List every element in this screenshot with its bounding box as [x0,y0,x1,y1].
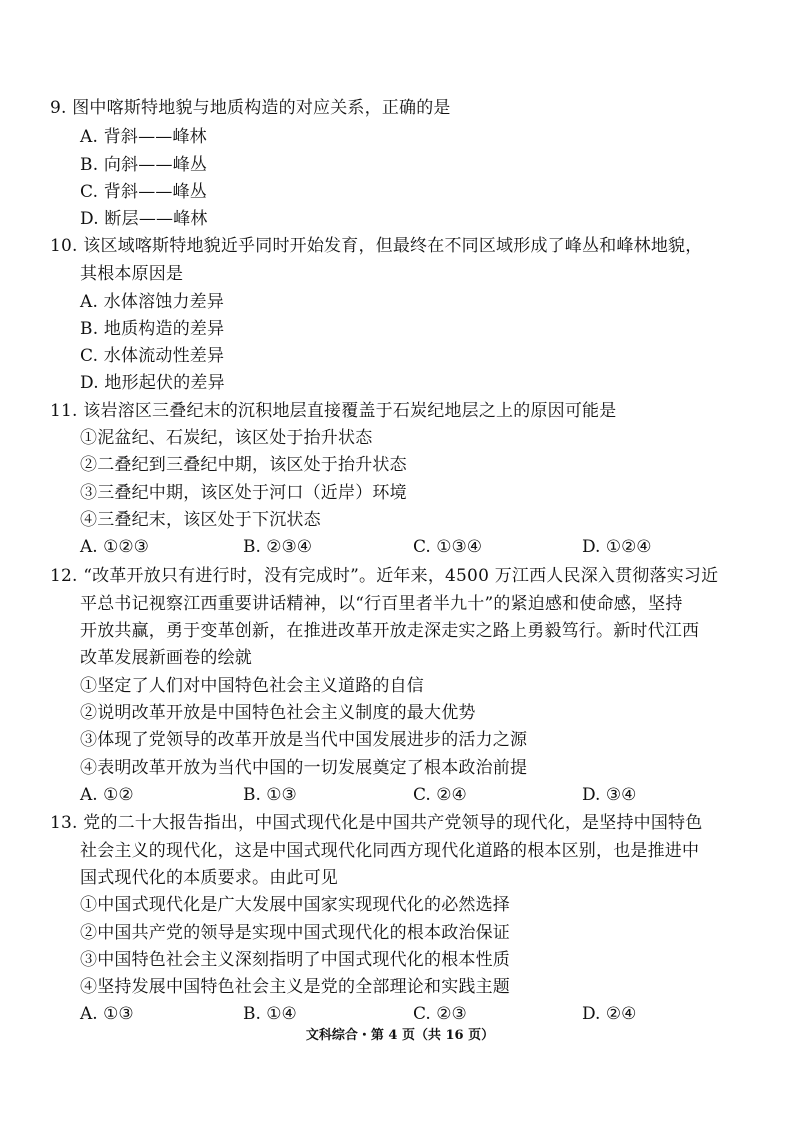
q9-stem: 9. 图中喀斯特地貌与地质构造的对应关系，正确的是 [50,98,451,118]
q12-option-a: A. ①② [80,785,134,805]
q11-statement-1: ①泥盆纪、石炭纪，该区处于抬升状态 [80,428,373,448]
q12-option-b: B. ①③ [243,785,297,805]
q9-option-a: A. 背斜——峰林 [80,127,207,147]
q12-statement-2: ②说明改革开放是中国特色社会主义制度的最大优势 [80,703,476,723]
q9-option-c: C. 背斜——峰丛 [80,182,208,202]
q13-option-b: B. ①④ [243,1004,297,1024]
q12-stem-line1: 12. “改革开放只有进行时，没有完成时”。近年来，4500 万江西人民深入贯彻落实习近 [50,566,719,586]
q10-option-d: D. 地形起伏的差异 [80,373,225,393]
q13-stem-line1: 13. 党的二十大报告指出，中国式现代化是中国共产党领导的现代化，是坚持中国特色 [50,813,703,833]
q11-option-a: A. ①②③ [80,537,149,557]
q13-statement-4: ④坚持发展中国特色社会主义是党的全部理论和实践主题 [80,977,510,997]
q9-option-b: B. 向斜——峰丛 [80,155,208,175]
q12-statement-3: ③体现了党领导的改革开放是当代中国发展进步的活力之源 [80,730,528,750]
q13-option-d: D. ②④ [582,1004,637,1024]
q12-stem-line4: 改革发展新画卷的绘就 [80,648,252,668]
q12-statement-4: ④表明改革开放为当代中国的一切发展奠定了根本政治前提 [80,758,528,778]
q11-option-c: C. ①③④ [413,537,482,557]
q12-option-d: D. ③④ [582,785,637,805]
q13-statement-3: ③中国特色社会主义深刻指明了中国式现代化的根本性质 [80,950,510,970]
q10-stem-line1: 10. 该区域喀斯特地貌近乎同时开始发育，但最终在不同区域形成了峰丛和峰林地貌， [50,236,703,256]
q12-option-c: C. ②④ [413,785,467,805]
q12-stem-line3: 开放共赢，勇于变革创新，在推进改革开放走深走实之路上勇毅笃行。新时代江西 [80,621,700,641]
q13-options-row [80,1004,720,1024]
q11-options-row [80,537,720,557]
q9-option-d: D. 断层——峰林 [80,209,208,229]
q13-option-c: C. ②③ [413,1004,467,1024]
q11-option-d: D. ①②④ [582,537,652,557]
page-footer: 文科综合・第 4 页（共 16 页） [305,1028,495,1043]
q10-option-a: A. 水体溶蚀力差异 [80,292,225,312]
q11-statement-2: ②二叠纪到三叠纪中期，该区处于抬升状态 [80,455,407,475]
q11-stem: 11. 该岩溶区三叠纪末的沉积地层直接覆盖于石炭纪地层之上的原因可能是 [50,401,617,421]
q11-statement-4: ④三叠纪末，该区处于下沉状态 [80,510,321,530]
q11-statement-3: ③三叠纪中期，该区处于河口（近岸）环境 [80,483,407,503]
q13-stem-line2: 社会主义的现代化，这是中国式现代化同西方现代化道路的根本区别，也是推进中 [80,841,700,861]
q10-stem-line2: 其根本原因是 [80,264,184,284]
q13-statement-2: ②中国共产党的领导是实现中国式现代化的根本政治保证 [80,923,510,943]
q13-statement-1: ①中国式现代化是广大发展中国家实现现代化的必然选择 [80,895,510,915]
q12-options-row [80,785,720,805]
q10-option-c: C. 水体流动性差异 [80,346,225,366]
q10-option-b: B. 地质构造的差异 [80,319,225,339]
q13-stem-line3: 国式现代化的本质要求。由此可见 [80,868,338,888]
q12-statement-1: ①坚定了人们对中国特色社会主义道路的自信 [80,676,424,696]
q11-option-b: B. ②③④ [243,537,313,557]
q13-option-a: A. ①③ [80,1004,134,1024]
q12-stem-line2: 平总书记视察江西重要讲话精神，以“行百里者半九十”的紧迫感和使命感，坚持 [80,594,683,614]
